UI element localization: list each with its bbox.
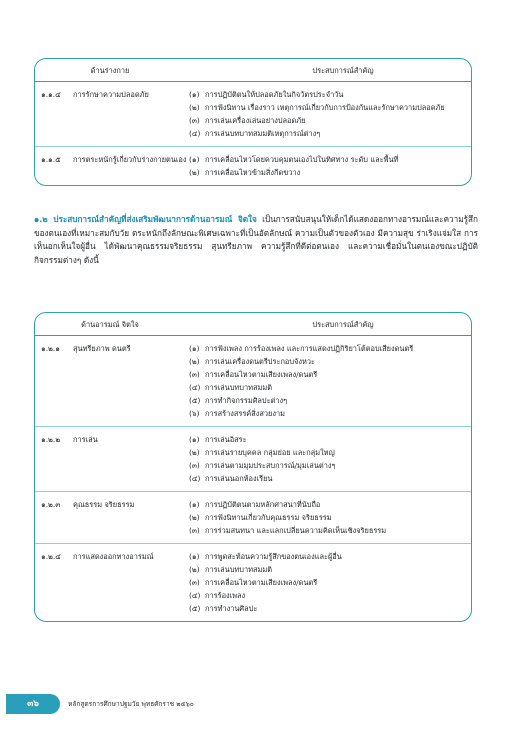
list-item: (๒) การฟังนิทาน เรื่องราว เหตุการณ์เกี่ยวกับการป้องกันและรักษาความปลอดภัย (189, 103, 445, 112)
list-item: (๒) การเล่นเครื่องดนตรีประกอบจังหวะ (189, 357, 315, 366)
table-header (35, 313, 471, 336)
list-item: (๓) การเล่นตามมุมประสบการณ์/มุมเล่นต่างๆ (189, 461, 336, 470)
list-item: (๒) การฟังนิทานเกี่ยวกับคุณธรรม จริยธรรม (189, 513, 332, 522)
list-item: (๔) การเล่นบทบาทสมมติเหตุการณ์ต่างๆ (189, 129, 321, 138)
list-item: (๓) การเล่นเครื่องเล่นอย่างปลอดภัย (189, 116, 306, 125)
table-row (35, 427, 471, 492)
row-topic: การแสดงออกทางอารมณ์ (73, 552, 154, 561)
row-topic: การเล่น (73, 435, 98, 444)
section-paragraph (34, 213, 478, 267)
list-item: (๕) การทำงานศิลปะ (189, 604, 258, 613)
list-item: (๓) การร่วมสนทนา และแลกเปลี่ยนความคิดเห็นเชิงจริยธรรม (189, 526, 387, 535)
section-heading: ๑.๒ ประสบการณ์สำคัญที่ส่งเสริมพัฒนาการด้านอารมณ์ จิตใจ (34, 214, 257, 224)
column-header-domain: ด้านอารมณ์ จิตใจ (81, 319, 139, 329)
row-topic: คุณธรรม จริยธรรม (73, 500, 135, 509)
list-item: (๓) การเคลื่อนไหวตามเสียงเพลง/ดนตรี (189, 370, 318, 379)
row-number: ๑.๒.๔ (41, 552, 61, 561)
list-item: (๑) การพูดสะท้อนความรู้สึกของตนเองและผู้อื่น (189, 552, 342, 561)
list-item: (๑) การฟังเพลง การร้องเพลง และการแสดงปฏิกิริยาโต้ตอบเสียงดนตรี (189, 344, 414, 353)
list-item: (๔) การเล่นนอกห้องเรียน (189, 474, 273, 483)
list-item: (๔) การร้องเพลง (189, 591, 246, 600)
table-row (35, 82, 471, 147)
table-row (35, 492, 471, 544)
table-row (35, 147, 471, 185)
section-body: เป็นการสนับสนุนให้เด็กได้แสดงออกทางอารมณ์และความรู้สึกของตนเองที่เหมาะสมกับวัย ตระหนักถึงลักษณะพิเศษเฉพาะที่เป็นอัตลักษณ์ ความเป็นตัวของตัวเอง มีความสุข ร่าเริงแจ่มใส การเห็นอกเห็นใจผู้อื่น ได้พัฒนาคุณธรรมจริยธรรม สุนทรียภาพ ความรู้สึกที่ดีต่อตนเอง และความเชื่อมั่นในตนเองขณะปฏิบัติกิจกรรมต่างๆ ดังนี้ (34, 214, 478, 265)
table-header (35, 59, 471, 82)
footer-title: หลักสูตรการศึกษาปฐมวัย พุทธศักราช ๒๕๖๐ (68, 700, 194, 708)
page-number-badge: ๓๖ (6, 694, 60, 714)
page-footer (0, 690, 524, 720)
list-item: (๔) การเล่นบทบาทสมมติ (189, 383, 273, 392)
list-item: (๖) การสร้างสรรค์สิ่งสวยงาม (189, 409, 285, 418)
table-row (35, 544, 471, 621)
list-item: (๑) การเล่นอิสระ (189, 435, 247, 444)
list-item: (๒) การเล่นรายบุคคล กลุ่มย่อย และกลุ่มใหญ่ (189, 448, 335, 457)
list-item: (๒) การเล่นบทบาทสมมติ (189, 565, 273, 574)
column-header-experience: ประสบการณ์สำคัญ (312, 65, 374, 75)
row-number: ๑.๒.๑ (41, 344, 60, 353)
row-number: ๑.๒.๓ (41, 500, 61, 509)
emotional-experience-table (34, 312, 472, 622)
row-topic: สุนทรียภาพ ดนตรี (73, 344, 131, 353)
list-item: (๑) การปฏิบัติตนให้ปลอดภัยในกิจวัตรประจำวัน (189, 90, 344, 99)
list-item: (๑) การเคลื่อนไหวโดยควบคุมตนเองไปในทิศทาง ระดับ และพื้นที่ (189, 155, 399, 164)
table-row (35, 336, 471, 427)
list-item: (๒) การเคลื่อนไหวข้ามสิ่งกีดขวาง (189, 168, 301, 177)
column-header-domain: ด้านร่างกาย (90, 65, 130, 75)
row-number: ๑.๑.๔ (41, 90, 61, 99)
row-number: ๑.๒.๒ (41, 435, 61, 444)
physical-experience-table (34, 58, 472, 186)
list-item: (๑) การปฏิบัติตนตามหลักศาสนาที่นับถือ (189, 500, 321, 509)
row-topic: การรักษาความปลอดภัย (73, 90, 149, 99)
row-number: ๑.๑.๕ (41, 155, 61, 164)
row-topic: การตระหนักรู้เกี่ยวกับร่างกายตนเอง (73, 155, 187, 164)
list-item: (๕) การทำกิจกรรมศิลปะต่างๆ (189, 396, 288, 405)
column-header-experience: ประสบการณ์สำคัญ (312, 319, 374, 329)
list-item: (๓) การเคลื่อนไหวตามเสียงเพลง/ดนตรี (189, 578, 318, 587)
